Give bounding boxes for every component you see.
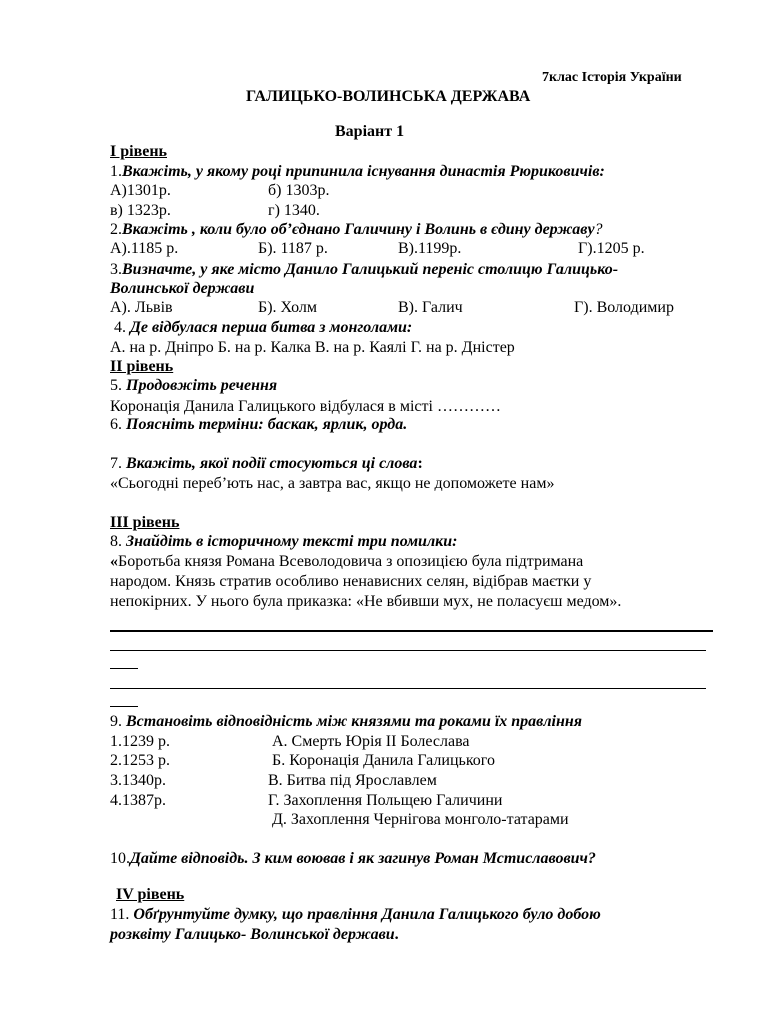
q11-text-line2: розквіту Галицько- Волинської держави [110,926,395,943]
question-4 [110,318,412,337]
page-title: ГАЛИЦЬКО-ВОЛИНСЬКА ДЕРЖАВА [246,88,531,105]
answer-line [110,688,706,689]
q11-text-line2-wrap [110,925,399,944]
answer-line-short [110,668,138,669]
q3-text-line2: Волинської держави [110,280,255,297]
question-8 [110,532,458,551]
q2-number: 2. [110,221,122,238]
level1-heading: І рівень [110,143,167,160]
q2-text: Вкажіть , коли було об’єднано Галичину і Волинь в єдину державу [122,221,595,238]
q7-text: Вкажіть, якої події стосуються ці слова [126,455,418,472]
q3-option-a: А). Львів [110,299,173,316]
class-subject: 7клас Історія України [542,70,682,85]
q4-number: 4. [110,319,130,336]
question-3 [110,260,618,279]
question-7 [110,454,423,473]
q6-text: Поясніть терміни: баскак, ярлик, орда. [126,416,408,433]
q9-event-d: Г. Захоплення Польщею Галичини [268,792,503,809]
question-5 [110,376,277,395]
q8-open-quote: « [110,553,118,570]
q9-event-e: Д. Захоплення Чернігова монголо-татарами [272,811,569,828]
question-6 [110,415,407,434]
answer-line-short [110,706,138,707]
q2-question-mark: ? [594,221,603,238]
q11-period: . [394,926,399,943]
q4-options: А. на р. Дніпро Б. на р. Калка В. на р. Каялі Г. на р. Дністер [110,339,515,356]
level2-heading: ІІ рівень [110,358,174,375]
q6-number: 6. [110,416,126,433]
q10-text: Дайте відповідь. З ким воював і як загинув Роман Мстиславович? [130,850,596,867]
q7-number: 7. [110,455,126,472]
q3-number: 3. [110,261,122,278]
q8-text-line3: непокірних. У нього була приказка: «Не вбивши мух, не поласуєш медом». [110,593,622,610]
q8-text-line2: народом. Князь стратив особливо ненависних селян, відібрав маєтки у [110,573,592,590]
q5-text: Продовжіть речення [126,377,278,394]
q9-text: Встановіть відповідність між князями та роками їх правління [126,713,582,730]
q1-option-a: А)1301р. [110,182,171,199]
q1-option-b: б) 1303р. [268,182,330,199]
q10-number: 10. [110,850,130,867]
answer-line [110,630,713,632]
q2-option-b: Б). 1187 р. [258,240,328,257]
q3-option-b: Б). Холм [258,299,317,316]
q1-option-c: в) 1323р. [110,202,171,219]
answer-line [110,650,706,651]
q1-text: Вкажіть, у якому році припинила існування династія Рюриковичів: [122,163,605,180]
q9-year-4: 4.1387р. [110,792,166,809]
q3-option-d: Г). Володимир [574,299,674,316]
q9-year-1: 1.1239 р. [110,733,170,750]
question-1 [110,162,605,181]
q5-number: 5. [110,377,126,394]
q7-quote: «Сьогодні переб’ють нас, а завтра вас, якщо не допоможете нам» [110,475,555,492]
level3-heading: ІІІ рівень [110,514,180,531]
q1-number: 1. [110,163,122,180]
q3-option-c: В). Галич [398,299,463,316]
q11-text-line1: Обґрунтуйте думку, що правління Данила Галицького було добою [133,906,601,923]
q9-number: 9. [110,713,126,730]
q9-event-b: Б. Коронація Данила Галицького [272,752,495,769]
q9-year-3: 3.1340р. [110,772,166,789]
q9-event-a: А. Смерть Юрія ІІ Болеслава [272,733,470,750]
q8-line1-body: Боротьба князя Романа Всеволодовича з опозицією була підтримана [118,553,584,570]
q2-option-a: А).1185 р. [110,240,179,257]
q1-option-d: г) 1340. [268,202,320,219]
q8-text-line1 [110,552,583,571]
q8-text: Знайдіть в історичному тексті три помилки: [126,533,458,550]
q9-event-c: В. Битва під Ярославлем [268,772,437,789]
question-10 [110,849,596,868]
question-2 [110,220,603,239]
level4-heading: ІV рівень [116,886,185,903]
variant-label: Варіант 1 [335,123,405,140]
q5-sentence: Коронація Данила Галицького відбулася в місті ………… [110,398,501,415]
q2-option-d: Г).1205 р. [578,240,645,257]
q8-number: 8. [110,533,126,550]
q9-year-2: 2.1253 р. [110,752,170,769]
q3-text-line1: Визначте, у яке місто Данило Галицький переніс столицю Галицько- [122,261,619,278]
q2-option-c: В).1199р. [398,240,462,257]
q11-number: 11. [110,906,134,923]
question-9 [110,712,582,731]
q4-text: Де відбулася перша битва з монголами: [130,319,413,336]
q7-colon: : [417,455,423,472]
question-11 [110,905,601,924]
